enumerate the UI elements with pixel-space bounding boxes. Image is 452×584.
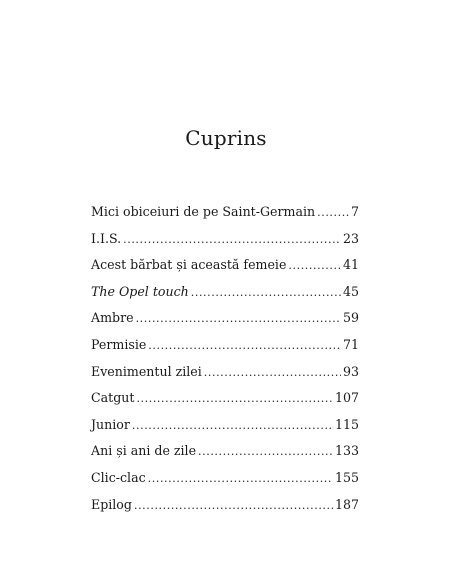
entry-page-number: 45 bbox=[342, 283, 359, 299]
entry-title: Epilog bbox=[91, 496, 132, 512]
entry-title: Catgut bbox=[91, 390, 135, 406]
page-title: Cuprins bbox=[185, 126, 267, 150]
entry-title: I.I.S. bbox=[91, 230, 122, 246]
dot-leader bbox=[148, 333, 341, 360]
table-of-contents bbox=[91, 199, 359, 518]
toc-entry bbox=[91, 359, 359, 386]
toc-entry bbox=[91, 226, 359, 253]
dot-leader bbox=[288, 253, 341, 280]
toc-entry bbox=[91, 199, 359, 226]
toc-entry bbox=[91, 465, 359, 492]
entry-page-number: 133 bbox=[334, 443, 359, 459]
entry-page-number: 93 bbox=[342, 363, 359, 379]
entry-title: Permisie bbox=[91, 336, 147, 352]
dot-leader bbox=[198, 439, 333, 466]
dot-leader bbox=[134, 493, 333, 520]
dot-leader bbox=[132, 413, 333, 440]
entry-title: Acest bărbat și această femeie bbox=[91, 257, 287, 273]
entry-title: Junior bbox=[91, 416, 130, 432]
dot-leader bbox=[204, 360, 341, 387]
entry-page-number: 71 bbox=[342, 336, 359, 352]
toc-entry bbox=[91, 252, 359, 279]
entry-title: Mici obiceiuri de pe Saint-Germain bbox=[91, 204, 316, 219]
entry-title: Ambre bbox=[91, 310, 134, 326]
toc-entry bbox=[91, 305, 359, 332]
entry-page-number: 23 bbox=[342, 230, 359, 246]
dot-leader bbox=[191, 280, 341, 307]
entry-title: Clic-clac bbox=[91, 469, 146, 485]
entry-title: Evenimentul zilei bbox=[91, 363, 202, 379]
toc-entry bbox=[91, 332, 359, 359]
toc-entry bbox=[91, 412, 359, 439]
dot-leader bbox=[148, 466, 333, 493]
dot-leader bbox=[136, 386, 333, 413]
entry-page-number: 115 bbox=[334, 416, 359, 432]
toc-entry bbox=[91, 492, 359, 519]
toc-entry bbox=[91, 385, 359, 412]
entry-page-number: 155 bbox=[334, 469, 359, 485]
toc-entry bbox=[91, 279, 359, 306]
dot-leader bbox=[123, 227, 341, 254]
dot-leader bbox=[317, 200, 349, 227]
entry-page-number: 187 bbox=[334, 496, 359, 512]
entry-title: Ani și ani de zile bbox=[91, 443, 197, 459]
entry-page-number: 41 bbox=[342, 257, 359, 273]
toc-entry bbox=[91, 438, 359, 465]
dot-leader bbox=[136, 306, 341, 333]
entry-page-number: 107 bbox=[334, 390, 359, 406]
entry-page-number: 59 bbox=[342, 310, 359, 326]
entry-title: The Opel touch bbox=[91, 283, 189, 299]
entry-page-number: 7 bbox=[350, 204, 359, 219]
